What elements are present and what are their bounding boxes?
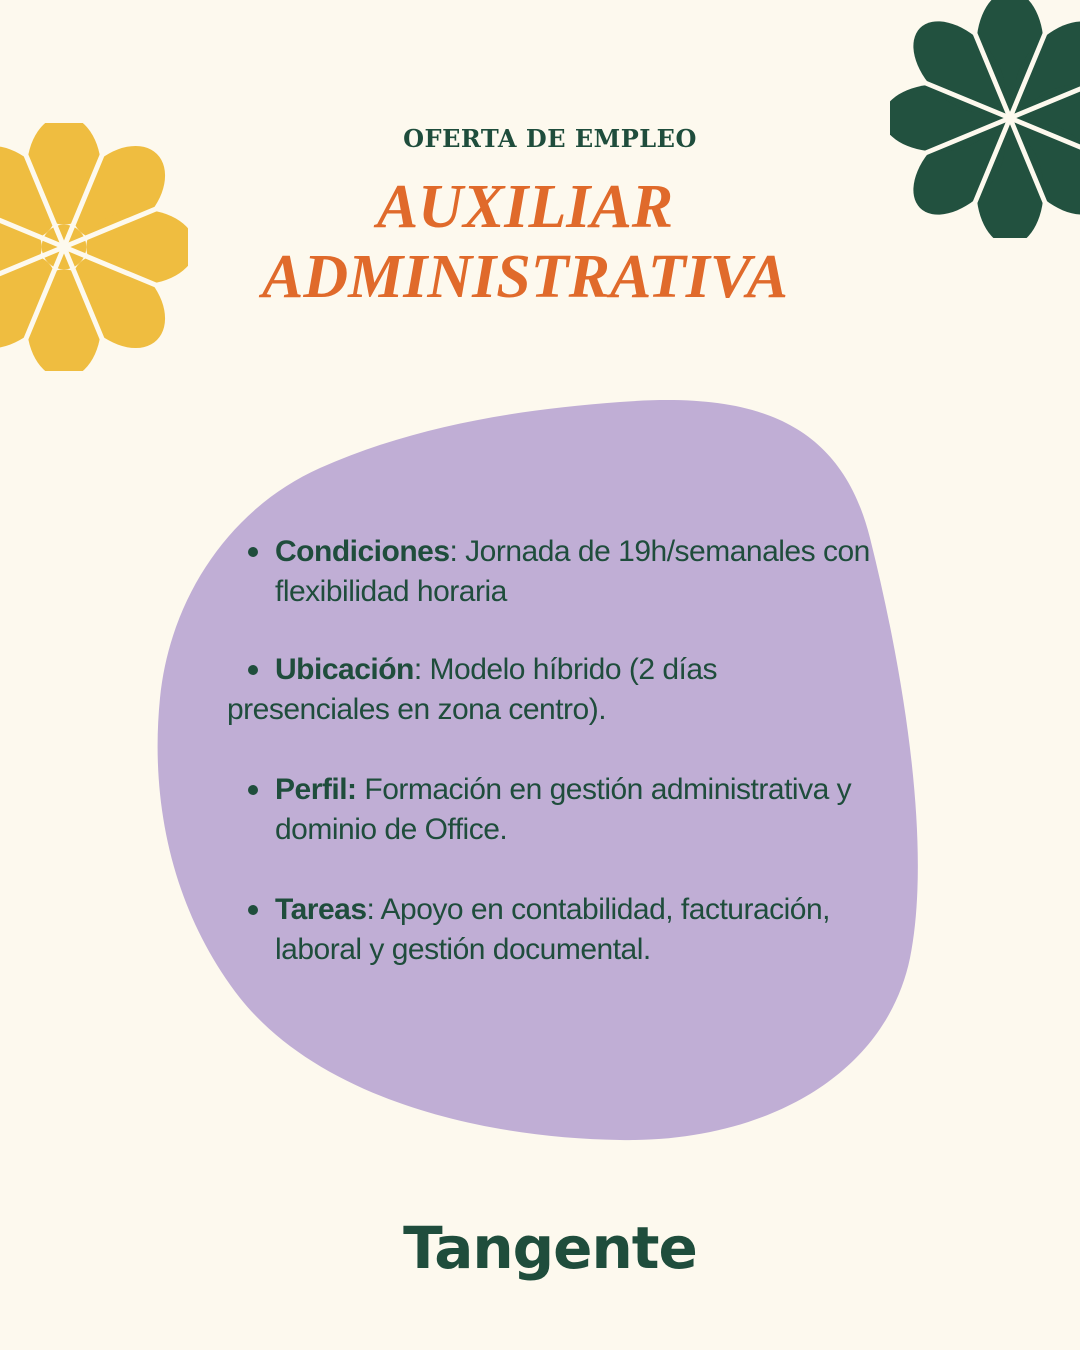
brand-logo: Tangente xyxy=(403,1214,697,1282)
detail-location-text-continued: presenciales en zona centro). xyxy=(227,693,607,726)
detail-tasks xyxy=(275,890,915,970)
detail-location-label: Ubicación xyxy=(275,653,414,686)
detail-profile-text: Formación en gestión administrativa y dominio de Office. xyxy=(275,773,852,846)
detail-profile-label: Perfil: xyxy=(275,773,357,806)
detail-tasks-label: Tareas xyxy=(275,893,367,926)
detail-profile xyxy=(275,770,915,850)
detail-tasks-text: : Apoyo en contabilidad, facturación, laboral y gestión documental. xyxy=(275,893,831,966)
bullet-icon xyxy=(248,905,258,915)
detail-location-text: : Modelo híbrido (2 días xyxy=(413,653,718,686)
job-title-line-1: AUXILIAR xyxy=(376,173,674,241)
job-title-line-2: ADMINISTRATIVA xyxy=(261,243,789,311)
detail-location xyxy=(227,650,895,730)
detail-conditions-label: Condiciones xyxy=(275,535,450,568)
job-offer-eyebrow: OFERTA DE EMPLEO xyxy=(403,124,697,153)
detail-conditions-text: : Jornada de 19h/semanales con flexibilidad horaria xyxy=(275,535,870,608)
bullet-icon xyxy=(248,785,258,795)
job-title xyxy=(0,172,1050,312)
bullet-icon xyxy=(248,547,258,557)
detail-conditions xyxy=(275,532,895,612)
bullet-icon xyxy=(248,665,258,675)
